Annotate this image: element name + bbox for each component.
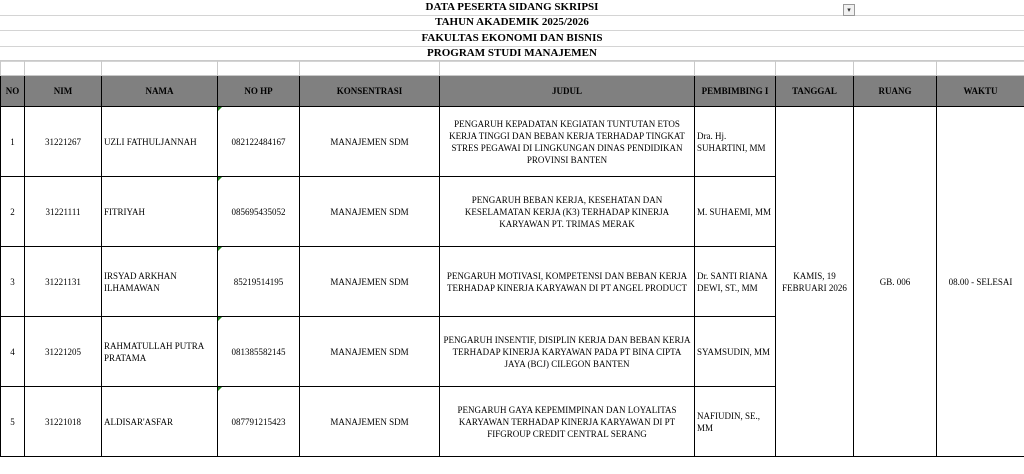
cell-nama[interactable]: FITRIYAH (102, 177, 218, 247)
cell-no[interactable]: 2 (1, 177, 25, 247)
cell-hp[interactable]: 085695435052 (218, 177, 300, 247)
col-header-pembimbing[interactable]: PEMBIMBING I (695, 76, 776, 107)
cell-judul[interactable]: PENGARUH KEPADATAN KEGIATAN TUNTUTAN ETOS KERJA TINGGI DAN BEBAN KERJA TERHADAP TINGKAT STRES PEGAWAI DI LINGKUNGAN DINAS PENDIDIKAN PROVINSI BANTEN (440, 107, 695, 177)
title-line-3[interactable]: FAKULTAS EKONOMI DAN BISNIS (0, 31, 1024, 47)
cell-konsentrasi[interactable]: MANAJEMEN SDM (300, 387, 440, 457)
col-header-konsentrasi[interactable]: KONSENTRASI (300, 76, 440, 107)
dropdown-arrow-icon[interactable]: ▾ (843, 4, 855, 16)
cell-no[interactable]: 1 (1, 107, 25, 177)
cell-hp[interactable]: 85219514195 (218, 247, 300, 317)
col-header-judul[interactable]: JUDUL (440, 76, 695, 107)
cell-pembimbing[interactable]: Dr. SANTI RIANA DEWI, ST., MM (695, 247, 776, 317)
cell-no[interactable]: 5 (1, 387, 25, 457)
cell-pembimbing[interactable]: SYAMSUDIN, MM (695, 317, 776, 387)
cell-pembimbing[interactable]: NAFIUDIN, SE., MM (695, 387, 776, 457)
cell-nama[interactable]: ALDISAR'ASFAR (102, 387, 218, 457)
cell-pembimbing[interactable]: Dra. Hj. SUHARTINI, MM (695, 107, 776, 177)
title-line-2[interactable]: TAHUN AKADEMIK 2025/2026 (0, 15, 1024, 31)
cell-konsentrasi[interactable]: MANAJEMEN SDM (300, 177, 440, 247)
title-line-4[interactable]: PROGRAM STUDI MANAJEMEN (0, 46, 1024, 62)
cell-hp[interactable]: 082122484167 (218, 107, 300, 177)
cell-konsentrasi[interactable]: MANAJEMEN SDM (300, 317, 440, 387)
cell-nim[interactable]: 31221111 (25, 177, 102, 247)
cell-nim[interactable]: 31221205 (25, 317, 102, 387)
cell-judul[interactable]: PENGARUH MOTIVASI, KOMPETENSI DAN BEBAN KERJA TERHADAP KINERJA KARYAWAN DI PT ANGEL PRODUCT (440, 247, 695, 317)
col-header-no[interactable]: NO (1, 76, 25, 107)
cell-nim[interactable]: 31221267 (25, 107, 102, 177)
cell-no[interactable]: 4 (1, 317, 25, 387)
col-header-nama[interactable]: NAMA (102, 76, 218, 107)
cell-nama[interactable]: UZLI FATHULJANNAH (102, 107, 218, 177)
cell-nim[interactable]: 31221018 (25, 387, 102, 457)
cell-judul[interactable]: PENGARUH INSENTIF, DISIPLIN KERJA DAN BEBAN KERJA TERHADAP KINERJA KARYAWAN PADA PT BINA CIPTA JAYA (BCJ) CILEGON BANTEN (440, 317, 695, 387)
cell-nama[interactable]: IRSYAD ARKHAN ILHAMAWAN (102, 247, 218, 317)
col-header-nim[interactable]: NIM (25, 76, 102, 107)
column-header-row (1, 76, 1024, 107)
title-line-1[interactable]: DATA PESERTA SIDANG SKRIPSI (0, 0, 1024, 16)
cell-konsentrasi[interactable]: MANAJEMEN SDM (300, 247, 440, 317)
cell-hp[interactable]: 081385582145 (218, 317, 300, 387)
table-row (1, 107, 1024, 177)
cell-pembimbing[interactable]: M. SUHAEMI, MM (695, 177, 776, 247)
blank-row (1, 61, 1024, 76)
cell-waktu[interactable]: 08.00 - SELESAI (937, 107, 1024, 457)
cell-tanggal[interactable]: KAMIS, 19 FEBRUARI 2026 (776, 107, 854, 457)
cell-hp[interactable]: 087791215423 (218, 387, 300, 457)
cell-judul[interactable]: PENGARUH BEBAN KERJA, KESEHATAN DAN KESELAMATAN KERJA (K3) TERHADAP KINERJA KARYAWAN PT. TRIMAS MERAK (440, 177, 695, 247)
col-header-hp[interactable]: NO HP (218, 76, 300, 107)
cell-nama[interactable]: RAHMATULLAH PUTRA PRATAMA (102, 317, 218, 387)
col-header-tanggal[interactable]: TANGGAL (776, 76, 854, 107)
cell-judul[interactable]: PENGARUH GAYA KEPEMIMPINAN DAN LOYALITAS KARYAWAN TERHADAP KINERJA KARYAWAN DI PT FIFGROUP CREDIT CENTRAL SERANG (440, 387, 695, 457)
col-header-waktu[interactable]: WAKTU (937, 76, 1024, 107)
col-header-ruang[interactable]: RUANG (854, 76, 937, 107)
participants-table (0, 60, 1024, 457)
cell-konsentrasi[interactable]: MANAJEMEN SDM (300, 107, 440, 177)
cell-ruang[interactable]: GB. 006 (854, 107, 937, 457)
cell-nim[interactable]: 31221131 (25, 247, 102, 317)
cell-no[interactable]: 3 (1, 247, 25, 317)
